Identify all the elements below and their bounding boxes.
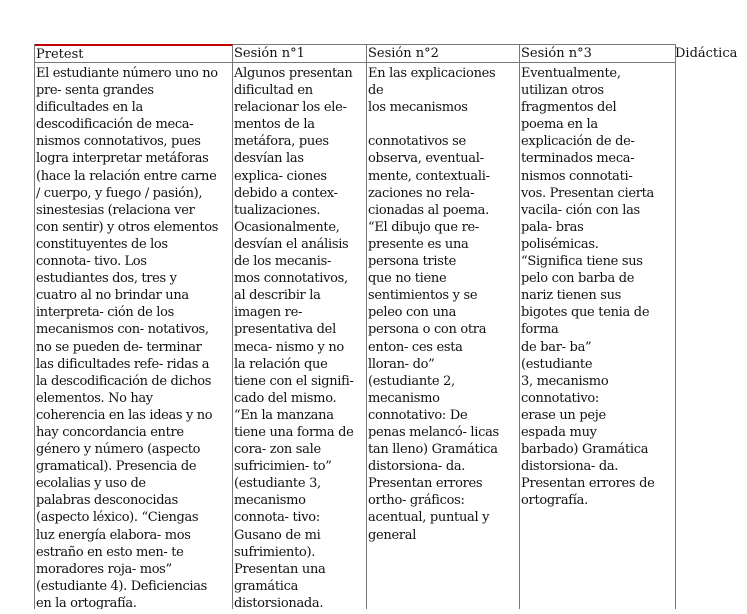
cell-session-3: Eventualmente, utilizan otros fragmentos del poema en la explicación de de- terminados meca- nismos connotati- vos. Presentan cierta vacila- ción con las pala- bras polisémicas. “Significa tiene sus pelo con barba de nariz tienen sus bigotes que tenia de forma de bar- ba” (estudiante 3, mecanismo connotativo: erase un peje espada muy barbado) Gramática distorsiona- da. Presentan errores de ortografía. (520, 63, 676, 609)
analysis-table (34, 44, 676, 609)
cell-pretest: El estudiante número uno no pre- senta grandes dificultades en la descodificación de meca- nismos connotativos, pues logra interpretar metáforas (hace la relación entre carne / cuerpo, y fuego / pasión), sinestesias (relaciona ver con sentir) y otros elementos constituyentes de los connota- tivo. Los estudiantes dos, tres y cuatro al no brindar una interpreta- ción de los mecanismos con- notativos, no se pueden de- terminar las dificultades refe- ridas a la descodificación de dichos elementos. No hay coherencia en las ideas y no hay concordancia entre género y número (aspecto gramatical). Presencia de ecolalias y uso de palabras desconocidas (aspecto léxico). “Ciengas luz energía elabora- mos estraño en esto men- te moradores roja- mos” (estudiante 4). Deficiencias en la ortografía. (35, 63, 233, 609)
cell-session-1: Algunos presentan dificultad en relacionar los ele- mentos de la metáfora, pues desvían las explica- ciones debido a contex- tualizaciones. Ocasionalmente, desvían el análisis de los mecanis- mos connotativos, al describir la imagen re- presentativa del meca- nismo y no la relación que tiene con el signifi- cado del mismo. “En la manzana tiene una forma de cora- zon sale sufricimien- to” (estudiante 3, mecanismo connota- tivo: Gusano de mi sufrimiento). Presentan una gramática distorsionada. (233, 63, 367, 609)
cell-session-2: En las explicaciones de los mecanismos connotativos se observa, eventual- mente, contextuali- zaciones no rela- cionadas al poema. “El dibujo que re- presente es una persona triste que no tiene sentimientos y se peleo con una persona o con otra enton- ces esta lloran- do” (estudiante 2, mecanismo connotativo: De penas melancó- licas tan lleno) Gramática distorsiona- da. Presentan errores ortho- gráficos: acentual, puntual y general (367, 63, 520, 609)
header-pretest: Pretest (35, 44, 233, 63)
header-didactica: Didáctica (675, 46, 738, 61)
header-session-1: Sesión n°1 (233, 44, 367, 63)
header-session-2: Sesión n°2 (367, 44, 520, 63)
header-session-3: Sesión n°3 (520, 44, 676, 63)
